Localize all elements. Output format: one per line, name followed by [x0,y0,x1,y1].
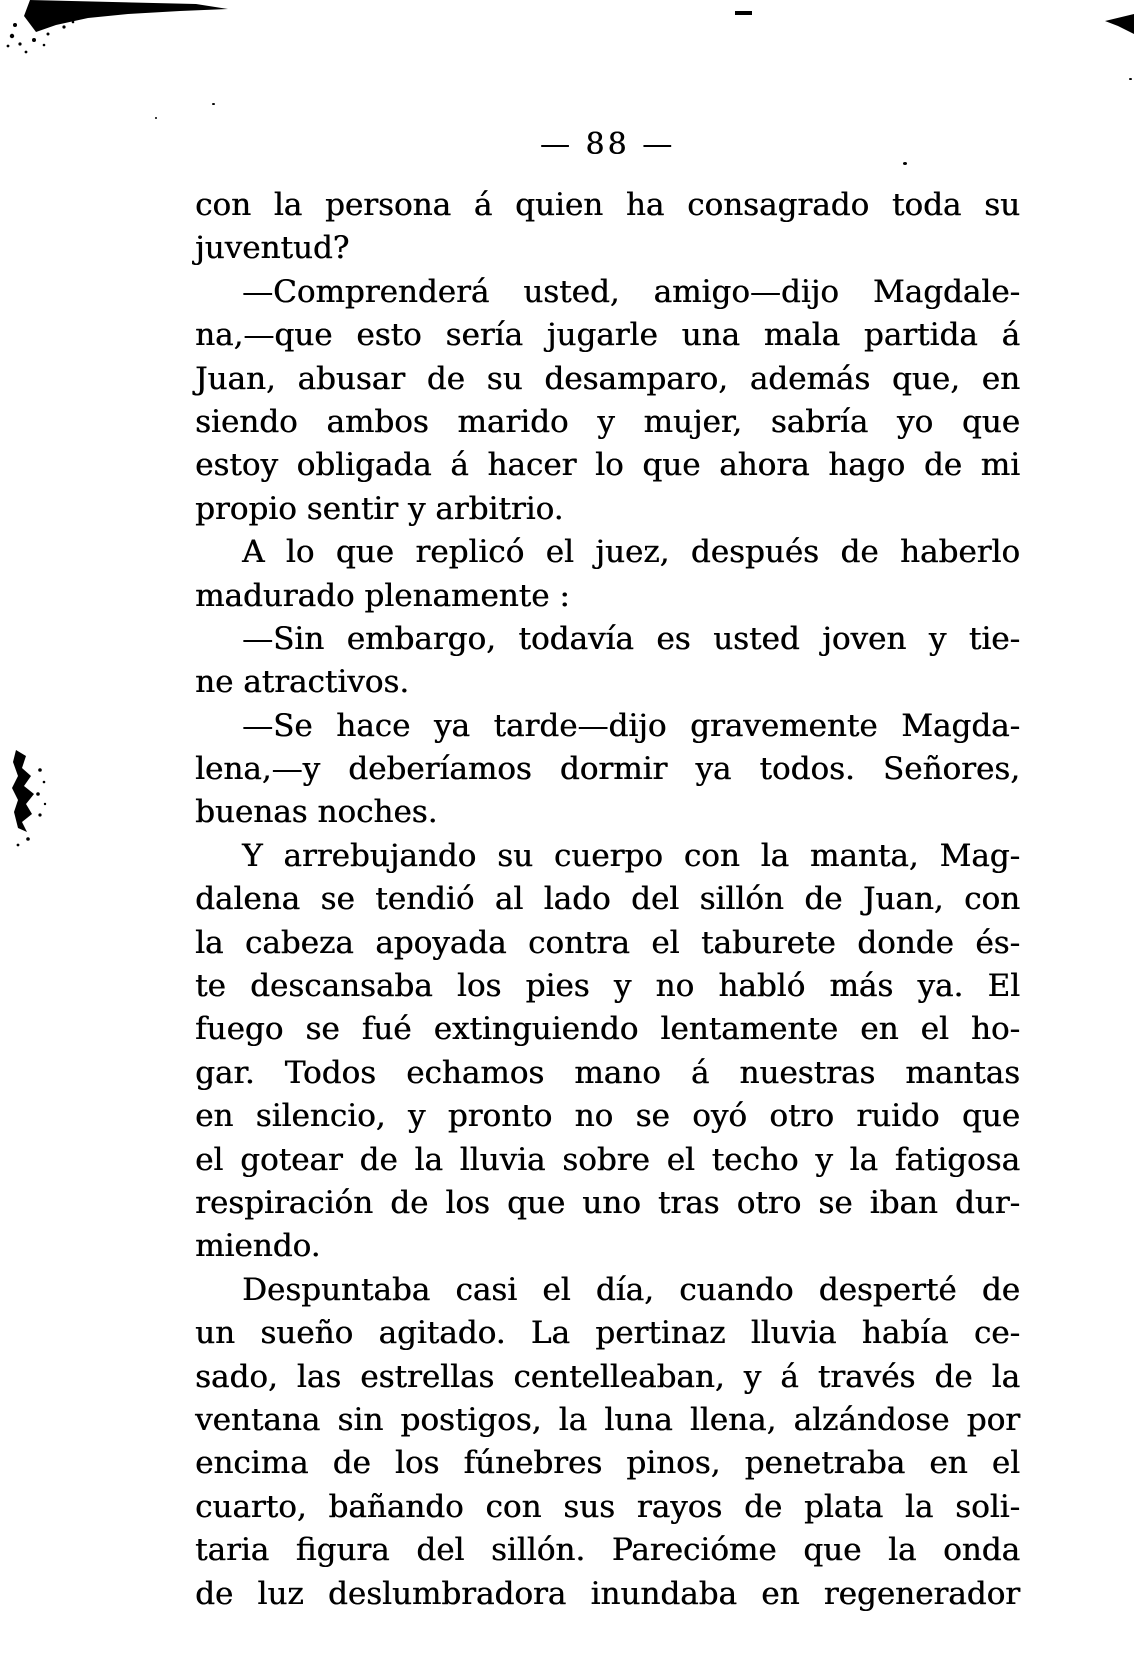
text-line: —Se hace ya tarde—dijo gravemente Magda- [242,707,1020,744]
body-text [195,184,1020,1616]
text-line: un sueño agitado. La pertinaz lluvia había ce- [195,1315,1020,1352]
ink-speck [212,103,215,105]
text-line: taria figura del sillón. Parecióme que la onda [195,1532,1020,1569]
text-line: estoy obligada á hacer lo que ahora hago de mi [195,447,1020,484]
ink-speck [1129,78,1132,80]
text-line: dalena se tendió al lado del sillón de Juan, con [195,881,1020,918]
text-line: ventana sin postigos, la luna llena, alzándose por [195,1401,1020,1438]
text-line: fuego se fué extinguiendo lentamente en el ho- [195,1011,1020,1048]
text-line: de luz deslumbradora inundaba en regenerador [195,1575,1020,1612]
text-line: —Sin embargo, todavía es usted joven y tie- [242,620,1020,657]
text-line: encima de los fúnebres pinos, penetraba en el [195,1445,1020,1482]
text-line: la cabeza apoyada contra el taburete donde és- [195,924,1020,961]
page-number: — 88 — [539,127,676,162]
text-line: Juan, abusar de su desamparo, además que, en [195,360,1020,397]
text-line: lena,—y deberíamos dormir ya todos. Señores, [195,751,1020,788]
text-line: respiración de los que uno tras otro se iban dur- [195,1184,1020,1221]
text-line: propio sentir y arbitrio. [195,490,564,527]
text-line: en silencio, y pronto no se oyó otro ruido que [195,1098,1020,1135]
text-line: buenas noches. [195,794,438,831]
text-line: na,—que esto sería jugarle una mala partida á [195,317,1020,354]
ink-speck [155,117,157,119]
text-line: miendo. [195,1228,321,1265]
ink-smudge-top-left [0,0,250,62]
ink-speck [903,162,907,165]
text-line: Y arrebujando su cuerpo con la manta, Mag- [242,837,1020,874]
text-line: —Comprenderá usted, amigo—dijo Magdale- [242,273,1020,310]
text-line: A lo que replicó el juez, después de haberlo [242,534,1020,571]
text-line: sado, las estrellas centelleaban, y á través de la [195,1358,1020,1395]
text-line: ne atractivos. [195,664,410,701]
text-line: con la persona á quien ha consagrado toda su [195,187,1020,223]
ink-smudge-left-margin [0,742,62,854]
text-line: gar. Todos echamos mano á nuestras mantas [195,1054,1020,1091]
ink-wedge-top-right [1105,14,1135,36]
ink-dash-top-center [735,11,752,15]
text-line: madurado plenamente : [195,577,570,614]
text-line: Despuntaba casi el día, cuando desperté de [242,1271,1020,1308]
text-line: cuarto, bañando con sus rayos de plata la soli- [195,1488,1020,1525]
text-line: juventud? [195,230,350,267]
text-line: el gotear de la lluvia sobre el techo y la fatigosa [195,1141,1020,1178]
text-line: te descansaba los pies y no habló más ya. El [195,968,1020,1005]
text-line: siendo ambos marido y mujer, sabría yo que [195,403,1020,440]
